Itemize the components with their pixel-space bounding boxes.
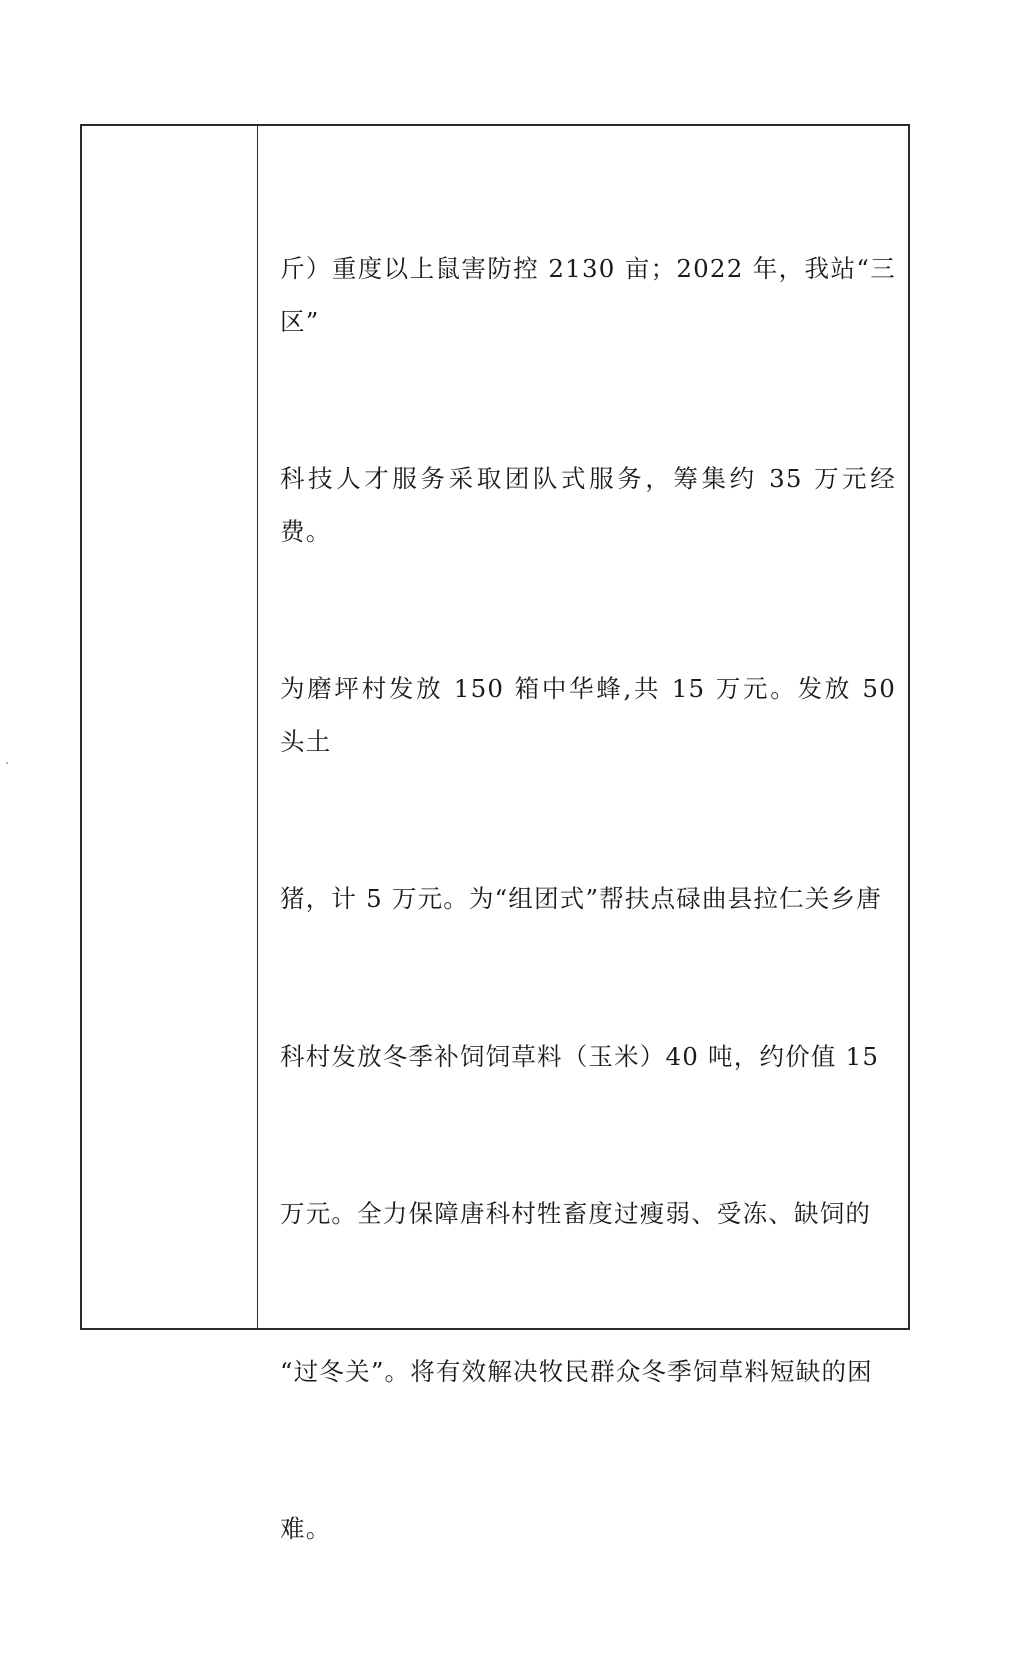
content-line: 斤）重度以上鼠害防控 2130 亩；2022 年，我站“三区”: [280, 254, 896, 336]
content-line: 科村发放冬季补饲饲草料（玉米）40 吨，约价值 15: [280, 1041, 880, 1071]
scan-artifact: [6, 762, 8, 764]
content-line: “过冬关”。将有效解决牧民群众冬季饲草料短缺的困: [280, 1356, 873, 1386]
content-line: 难。: [280, 1514, 332, 1543]
content-line: 猪，计 5 万元。为“组团式”帮扶点碌曲县拉仁关乡唐: [280, 884, 882, 913]
content-line: 为磨坪村发放 150 箱中华蜂,共 15 万元。发放 50 头土: [280, 674, 905, 756]
body-paragraph: [280, 138, 905, 1661]
content-line: 万元。全力保障唐科村牲畜度过瘦弱、受冻、缺饲的: [280, 1199, 872, 1228]
label-cell: [82, 126, 258, 1328]
content-cell: [258, 126, 908, 1543]
form-table: [80, 124, 910, 1543]
content-line: 科技人才服务采取团队式服务，筹集约 35 万元经费。: [280, 464, 896, 546]
